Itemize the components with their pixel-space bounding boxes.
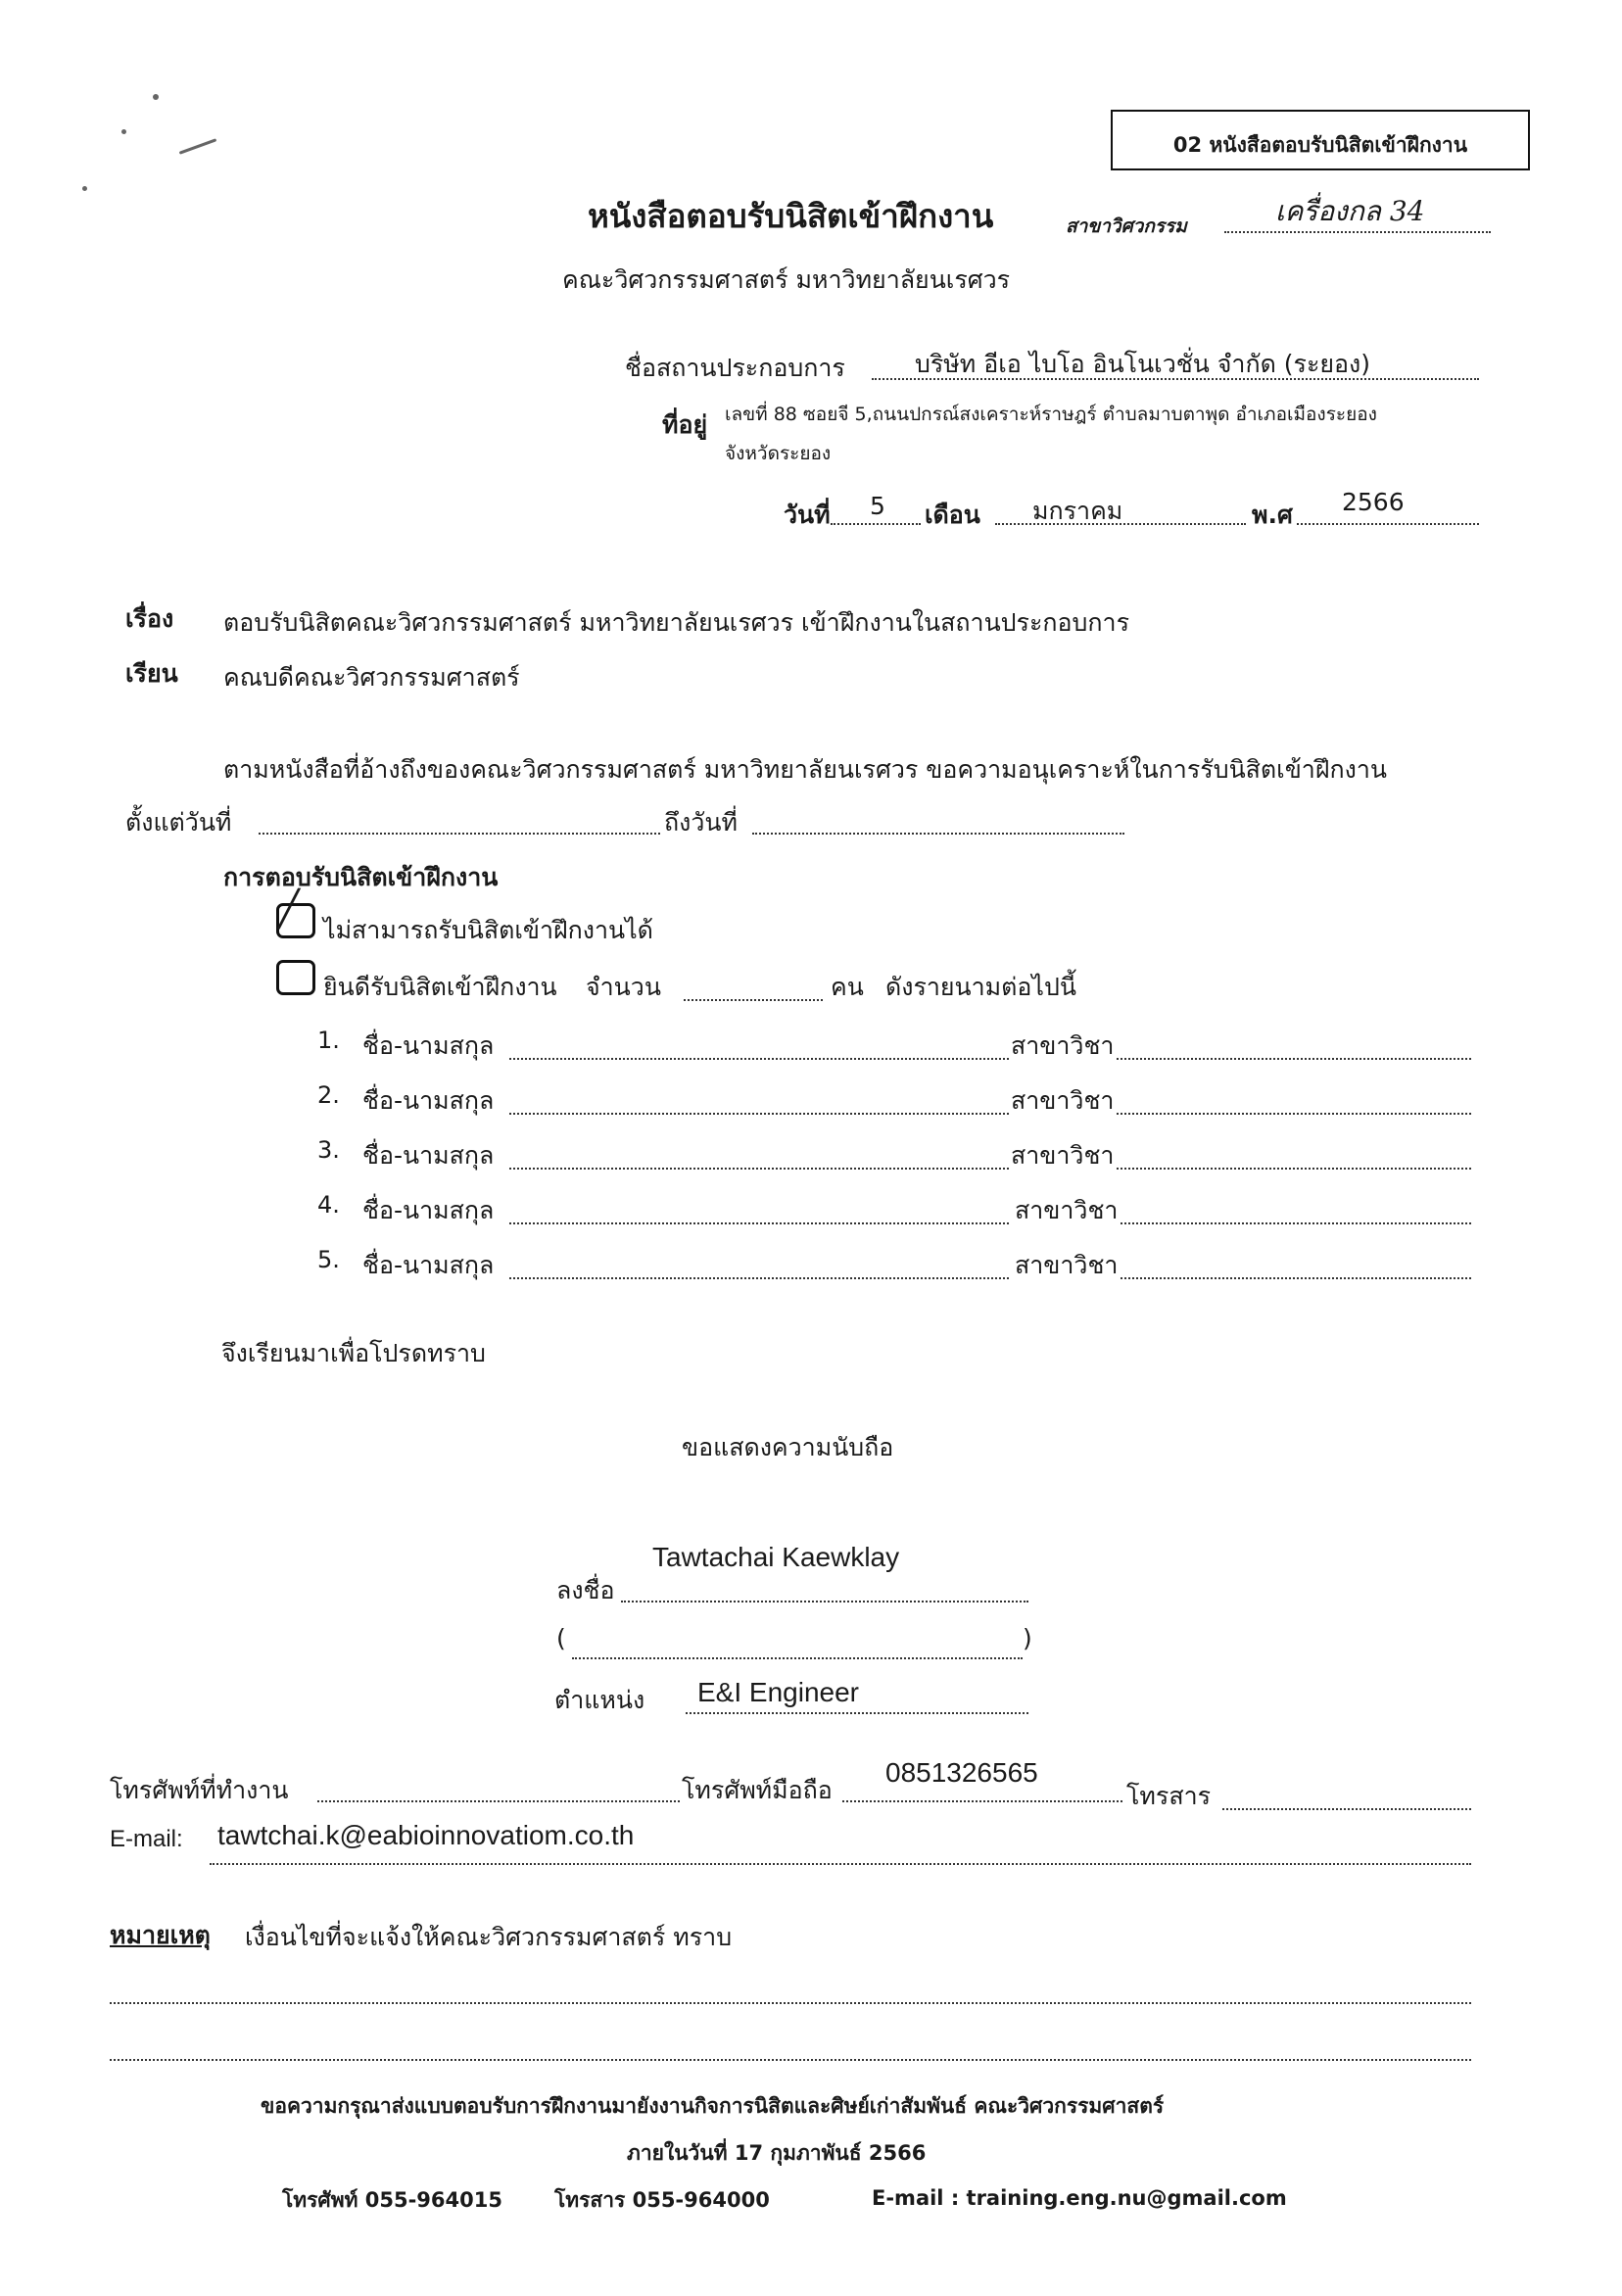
fax-label: โทรสาร <box>1126 1782 1212 1810</box>
student-major-field[interactable] <box>1117 1056 1471 1060</box>
to-date-field[interactable] <box>752 831 1124 835</box>
checkmark-glyph: ╱ <box>278 889 300 930</box>
position-value: E&I Engineer <box>697 1677 859 1707</box>
mobile-dotted-line <box>842 1798 1122 1802</box>
from-date-field[interactable] <box>259 831 660 835</box>
student-num: 3. <box>317 1136 340 1164</box>
address-label: ที่อยู่ <box>662 410 708 439</box>
student-name-label: ชื่อ-นามสกุล <box>362 1251 495 1279</box>
student-major-label: สาขาวิชา <box>1011 1141 1115 1170</box>
body-line-1: ตามหนังสือที่อ้างถึงของคณะวิศวกรรมศาสตร์ มหาวิทยาลัยนเรศวร ขอความอนุเคราะห์ในการรับนิสิตเข้าฝึกงาน <box>223 755 1387 784</box>
count-unit: คน <box>831 973 864 1001</box>
from-date-label: ตั้งแต่วันที่ <box>125 808 232 837</box>
student-major-label: สาขาวิชา <box>1015 1196 1119 1224</box>
year-dotted-line <box>1297 521 1479 525</box>
footer-line-2: ภายในวันที่ 17 กุมภาพันธ์ 2566 <box>627 2141 927 2165</box>
student-num: 1. <box>317 1027 340 1054</box>
email-label: E-mail: <box>110 1826 183 1852</box>
option-accept-label: ยินดีรับนิสิตเข้าฝึกงาน <box>323 973 557 1001</box>
scan-speck <box>179 138 217 154</box>
student-name-field[interactable] <box>509 1056 1009 1060</box>
student-num: 2. <box>317 1081 340 1109</box>
printed-name-line[interactable] <box>572 1655 1023 1659</box>
paren-open: ( <box>556 1624 566 1652</box>
mobile-value: 0851326565 <box>885 1757 1038 1788</box>
student-name-field[interactable] <box>509 1111 1009 1115</box>
mobile-label: โทรศัพท์มือถือ <box>682 1776 833 1804</box>
response-heading: การตอบรับนิสิตเข้าฝึกงาน <box>223 863 499 891</box>
remark-text: เงื่อนไขที่จะแจ้งให้คณะวิศวกรรมศาสตร์ ทราบ <box>245 1923 733 1951</box>
student-num: 4. <box>317 1191 340 1219</box>
position-label: ตำแหน่ง <box>554 1686 645 1714</box>
student-major-label: สาขาวิชา <box>1011 1086 1115 1115</box>
email-dotted-line <box>210 1861 1471 1865</box>
address-line-1: เลขที่ 88 ซอยจี 5,ถนนปกรณ์สงเคราะห์ราษฎร์ ตำบลมาบตาพุด อำเภอเมืองระยอง <box>725 404 1377 425</box>
footer-fax: โทรสาร 055-964000 <box>554 2188 770 2212</box>
year-label: พ.ศ <box>1252 501 1293 529</box>
student-major-label: สาขาวิชา <box>1015 1251 1119 1279</box>
remark-line-1[interactable] <box>110 2000 1471 2004</box>
to-text: คณบดีคณะวิศวกรรมศาสตร์ <box>223 663 520 692</box>
student-name-field[interactable] <box>509 1275 1009 1279</box>
signature-dotted-line[interactable] <box>621 1599 1028 1602</box>
to-date-label: ถึงวันที่ <box>664 808 738 837</box>
faculty-subtitle: คณะวิศวกรรมศาสตร์ มหาวิทยาลัยนเรศวร <box>562 265 1011 294</box>
company-label: ชื่อสถานประกอบการ <box>625 354 845 382</box>
student-name-label: ชื่อ-นามสกุล <box>362 1031 495 1060</box>
day-label: วันที่ <box>784 501 831 529</box>
count-field[interactable] <box>684 997 823 1001</box>
student-major-field[interactable] <box>1117 1111 1471 1115</box>
checkbox-empty-icon[interactable] <box>276 960 315 995</box>
office-phone-label: โทรศัพท์ที่ทำงาน <box>110 1776 289 1804</box>
email-value: tawtchai.k@eabioinnovatiom.co.th <box>217 1820 635 1850</box>
student-name-label: ชื่อ-นามสกุล <box>362 1141 495 1170</box>
option-decline-label: ไม่สามารถรับนิสิตเข้าฝึกงานได้ <box>323 916 653 944</box>
scan-speck <box>153 94 159 100</box>
scan-speck <box>82 186 87 191</box>
address-line-2: จังหวัดระยอง <box>725 443 832 464</box>
major-label: สาขาวิศวกรรม <box>1066 215 1187 237</box>
signer-name: Tawtachai Kaewklay <box>652 1542 900 1572</box>
fax-field[interactable] <box>1222 1806 1471 1810</box>
day-value: 5 <box>870 492 885 520</box>
student-major-field[interactable] <box>1121 1275 1471 1279</box>
company-name: บริษัท อีเอ ไบโอ อินโนเวชั่น จำกัด (ระยอง) <box>915 350 1371 378</box>
student-name-label: ชื่อ-นามสกุล <box>362 1086 495 1115</box>
year-value: 2566 <box>1342 488 1405 516</box>
footer-phone: โทรศัพท์ 055-964015 <box>282 2188 502 2212</box>
list-intro: ดังรายนามต่อไปนี้ <box>885 973 1076 1001</box>
subject-text: ตอบรับนิสิตคณะวิศวกรรมศาสตร์ มหาวิทยาลัยนเรศวร เข้าฝึกงานในสถานประกอบการ <box>223 608 1130 637</box>
position-dotted-line <box>686 1710 1028 1714</box>
footer-line-1: ขอความกรุณาส่งแบบตอบรับการฝึกงานมายังงานกิจการนิสิตและศิษย์เก่าสัมพันธ์ คณะวิศวกรรมศาสตร์ <box>261 2094 1165 2118</box>
student-major-field[interactable] <box>1121 1220 1471 1224</box>
month-value: มกราคม <box>1032 497 1123 525</box>
page-title: หนังสือตอบรับนิสิตเข้าฝึกงาน <box>588 197 994 235</box>
paren-close: ) <box>1023 1624 1032 1652</box>
day-dotted-line <box>831 521 921 525</box>
subject-label: เรื่อง <box>125 604 174 633</box>
student-major-field[interactable] <box>1117 1166 1471 1170</box>
student-name-field[interactable] <box>509 1220 1009 1224</box>
form-code: 02 หนังสือตอบรับนิสิตเข้าฝึกงาน <box>1172 133 1468 157</box>
office-phone-field[interactable] <box>317 1798 680 1802</box>
regards-text: ขอแสดงความนับถือ <box>682 1433 894 1461</box>
student-num: 5. <box>317 1246 340 1273</box>
closing-text: จึงเรียนมาเพื่อโปรดทราบ <box>221 1339 486 1367</box>
month-label: เดือน <box>925 501 980 529</box>
scan-speck <box>121 129 126 134</box>
student-name-label: ชื่อ-นามสกุล <box>362 1196 495 1224</box>
to-label: เรียน <box>125 659 178 688</box>
sign-label: ลงชื่อ <box>556 1576 615 1604</box>
major-value: เครื่องกล 34 <box>1275 195 1425 227</box>
remark-label: หมายเหตุ <box>110 1921 211 1949</box>
footer-email: E-mail : training.eng.nu@gmail.com <box>872 2186 1287 2210</box>
remark-line-2[interactable] <box>110 2057 1471 2061</box>
student-major-label: สาขาวิชา <box>1011 1031 1115 1060</box>
count-label: จำนวน <box>586 973 661 1001</box>
student-name-field[interactable] <box>509 1166 1009 1170</box>
